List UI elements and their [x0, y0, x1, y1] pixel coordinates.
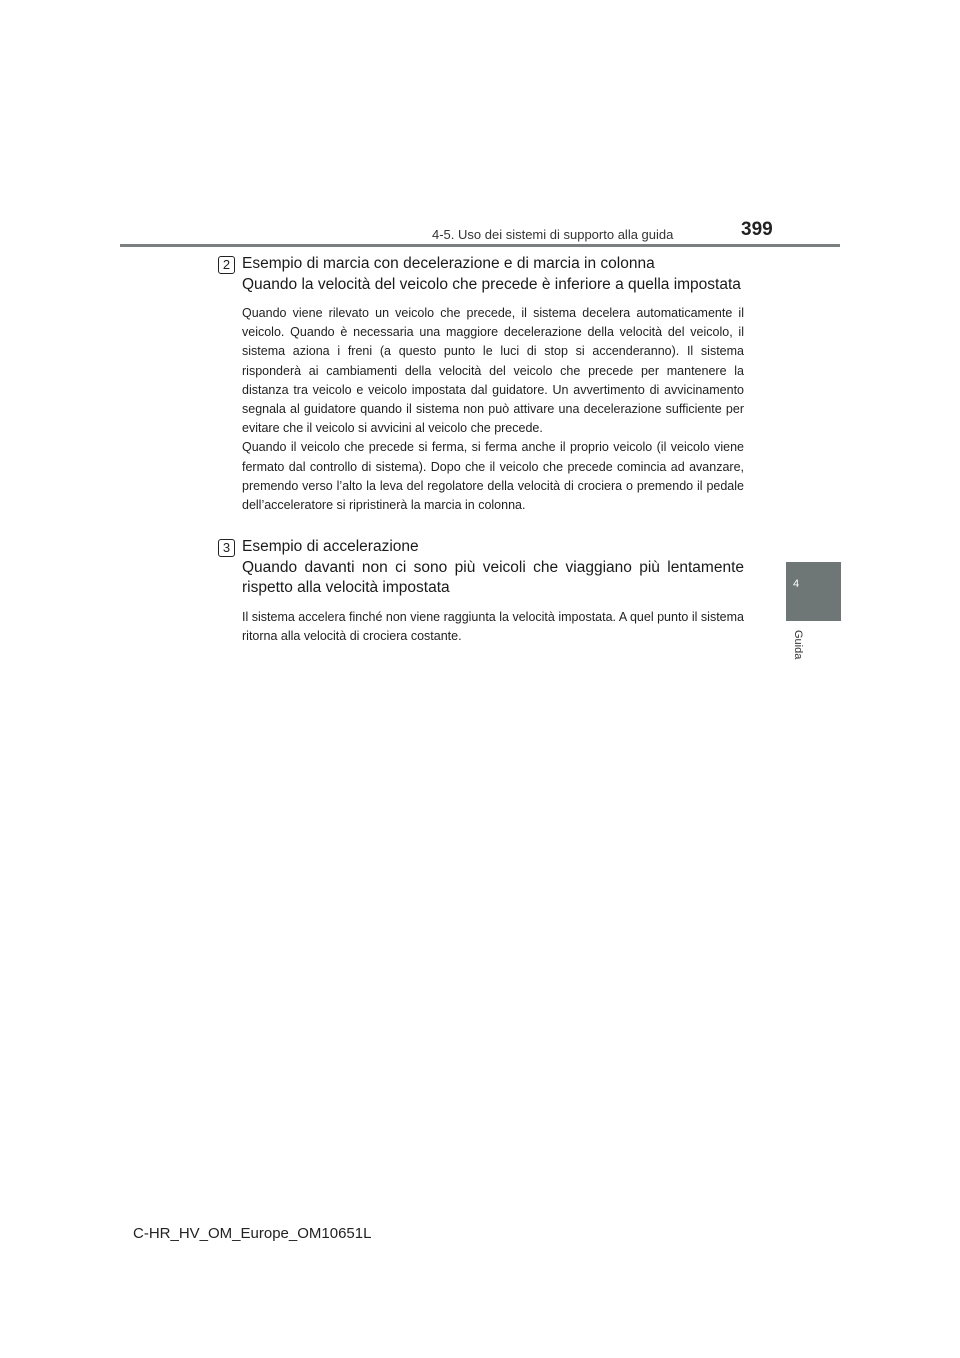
header-divider	[120, 244, 840, 247]
chapter-tab-number: 4	[792, 578, 800, 590]
header-section-title: 4-5. Uso dei sistemi di supporto alla guida	[432, 227, 674, 242]
body-paragraph: Quando viene rilevato un veicolo che precede, il sistema decelera automaticamente il veicolo. Quando è necessaria una maggiore decelerazione della velocità del veicolo, il sistema aziona i freni (a questo punto le luci di stop si accenderanno). Il sistema risponderà ai cambiamenti della velocità del veicolo che precede per mantenere la distanza tra veicolo e veicolo impostata dal guidatore. Un avvertimento di avvicinamento segnala al guidatore quando il sistema non può attivare una decelerazione sufficiente per evitare che il veicolo si avvicini al veicolo che precede.	[242, 306, 744, 436]
chapter-tab-label: Guida	[792, 630, 804, 660]
body-paragraph: Il sistema accelera finché non viene raggiunta la velocità impostata. A quel punto il sistema ritorna alla velocità di crociera costante.	[242, 609, 744, 643]
step-number-badge: 2	[218, 256, 235, 274]
section-deceleration	[222, 254, 744, 515]
section-heading-line1: Esempio di accelerazione	[242, 538, 419, 555]
section-heading	[242, 254, 744, 295]
body-paragraph: Quando il veicolo che precede si ferma, si ferma anche il proprio veicolo (il veicolo viene fermato dal controllo di sistema). Dopo che il veicolo che precede comincia ad avanzare, premendo verso l’alto la leva del regolatore della velocità di crociera o premendo il pedale dell’acceleratore si ripristinerà la marcia in colonna.	[242, 440, 744, 513]
section-heading-line2: Quando la velocità del veicolo che precede è inferiore a quella impostata	[242, 275, 741, 293]
step-number-badge: 3	[218, 539, 235, 557]
document-code: C-HR_HV_OM_Europe_OM10651L	[133, 1225, 372, 1242]
chapter-tab	[786, 562, 841, 621]
section-acceleration	[222, 537, 744, 646]
section-heading-line1: Esempio di marcia con decelerazione e di marcia in colonna	[242, 255, 655, 272]
section-body	[242, 304, 744, 515]
section-heading-line2: Quando davanti non ci sono più veicoli che viaggiano più lentamente rispetto alla velocità impostata	[242, 558, 744, 596]
page-number: 399	[741, 219, 773, 240]
section-body	[242, 608, 744, 646]
section-heading	[242, 537, 744, 599]
